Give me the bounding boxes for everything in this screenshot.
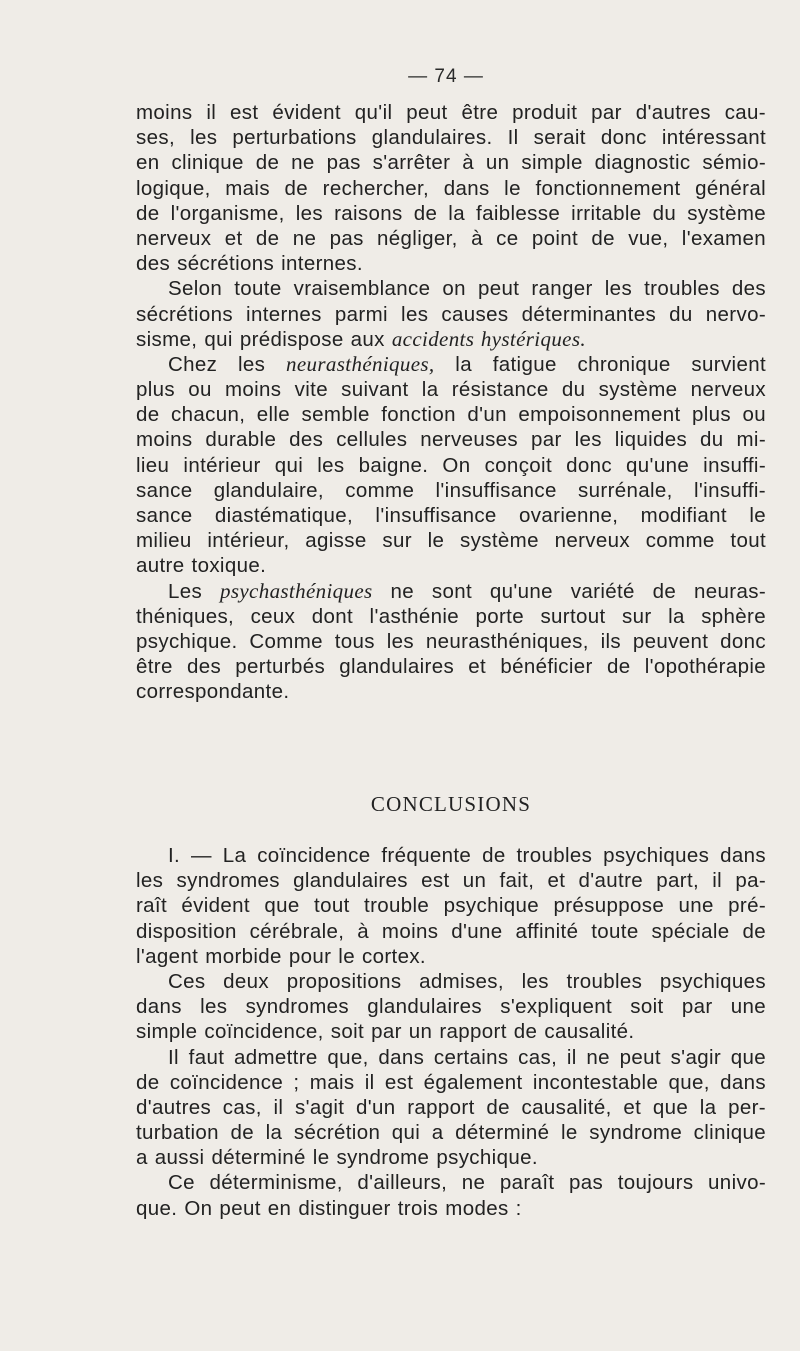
text-line: les syndromes glandulaires est un fait, et d'autre part, il pa- xyxy=(136,869,766,893)
text-line: de l'organisme, les raisons de la faiblesse irritable du système xyxy=(136,201,766,225)
text-line xyxy=(136,579,766,604)
text-line: moins il est évident qu'il peut être produit par d'autres cau- xyxy=(136,101,766,124)
section-heading: CONCLUSIONS xyxy=(370,792,532,816)
text-line xyxy=(136,352,766,377)
paragraph xyxy=(136,352,766,579)
text-run: Les xyxy=(168,579,220,603)
text-line: théniques, ceux dont l'asthénie porte surtout sur la sphère xyxy=(136,604,766,628)
paragraph xyxy=(136,1045,766,1171)
text-line: autre toxique. xyxy=(136,554,267,578)
text-run: Chez les xyxy=(168,352,287,376)
text-line: logique, mais de rechercher, dans le fonctionnement général xyxy=(136,176,766,200)
body-text-top xyxy=(136,100,766,705)
italic-term: neurasthéniques, xyxy=(286,351,435,376)
text-line: plus ou moins vite suivant la résistance du système nerveux xyxy=(136,378,766,402)
text-line: raît évident que tout trouble psychique présuppose une pré- xyxy=(136,894,766,918)
text-line: I. — La coïncidence fréquente de troubles psychiques dans xyxy=(168,844,766,867)
text-line: ses, les perturbations glandulaires. Il serait donc intéressant xyxy=(136,126,766,150)
text-line: sécrétions internes parmi les causes déterminantes du nervo- xyxy=(136,302,766,326)
text-line: des sécrétions internes. xyxy=(136,252,363,276)
paragraph xyxy=(136,276,766,352)
paragraph xyxy=(136,969,766,1045)
text-run: ne sont qu'une variété de neuras- xyxy=(372,579,766,603)
text-line: Ce déterminisme, d'ailleurs, ne paraît pas toujours univo- xyxy=(168,1171,766,1195)
text-line: Il faut admettre que, dans certains cas, il ne peut s'agir que xyxy=(168,1045,766,1069)
text-line: nerveux et de ne pas négliger, à ce point de vue, l'examen xyxy=(136,226,766,250)
text-line: d'autres cas, il s'agit d'un rapport de causalité, et que la per- xyxy=(136,1095,766,1119)
text-line: disposition cérébrale, à moins d'une affinité toute spéciale de xyxy=(136,919,766,943)
text-line: milieu intérieur, agisse sur le système nerveux comme tout xyxy=(136,529,766,553)
paragraph xyxy=(136,1170,766,1220)
italic-term: psychasthéniques xyxy=(220,578,373,603)
body-text-bottom xyxy=(136,843,766,1221)
text-line: psychique. Comme tous les neurasthéniques, ils peuvent donc xyxy=(136,629,766,653)
text-line: sance glandulaire, comme l'insuffisance surrénale, l'insuffi- xyxy=(136,478,766,502)
paragraph xyxy=(136,100,766,276)
text-line: lieu intérieur qui les baigne. On conçoit donc qu'une insuffi- xyxy=(136,453,766,477)
italic-term: accidents hystériques. xyxy=(391,326,586,351)
page-number: — 74 — xyxy=(408,66,484,87)
text-line: être des perturbés glandulaires et bénéficier de l'opothérapie xyxy=(136,655,766,679)
text-line: moins durable des cellules nerveuses par les liquides du mi- xyxy=(136,428,766,452)
text-run: sisme, qui prédispose aux xyxy=(136,327,392,351)
text-line: Ces deux propositions admises, les troubles psychiques xyxy=(168,969,766,993)
paragraph xyxy=(136,843,766,969)
text-line: correspondante. xyxy=(136,680,290,704)
text-line: l'agent morbide pour le cortex. xyxy=(136,944,426,968)
text-line: dans les syndromes glandulaires s'expliquent soit par une xyxy=(136,995,766,1019)
text-line: a aussi déterminé le syndrome psychique. xyxy=(136,1146,538,1170)
paragraph xyxy=(136,579,766,705)
text-line xyxy=(136,327,766,352)
text-run: la fatigue chronique survient xyxy=(434,352,766,376)
text-line: en clinique de ne pas s'arrêter à un simple diagnostic sémio- xyxy=(136,151,766,175)
text-line: de coïncidence ; mais il est également incontestable que, dans xyxy=(136,1070,766,1094)
text-line: de chacun, elle semble fonction d'un empoisonnement plus ou xyxy=(136,403,766,427)
text-line: sance diastématique, l'insuffisance ovarienne, modifiant le xyxy=(136,504,766,527)
text-line: Selon toute vraisemblance on peut ranger les troubles des xyxy=(168,277,766,301)
text-line: turbation de la sécrétion qui a déterminé le syndrome clinique xyxy=(136,1121,766,1145)
text-line: que. On peut en distinguer trois modes : xyxy=(136,1196,522,1220)
text-line: simple coïncidence, soit par un rapport de causalité. xyxy=(136,1020,635,1044)
